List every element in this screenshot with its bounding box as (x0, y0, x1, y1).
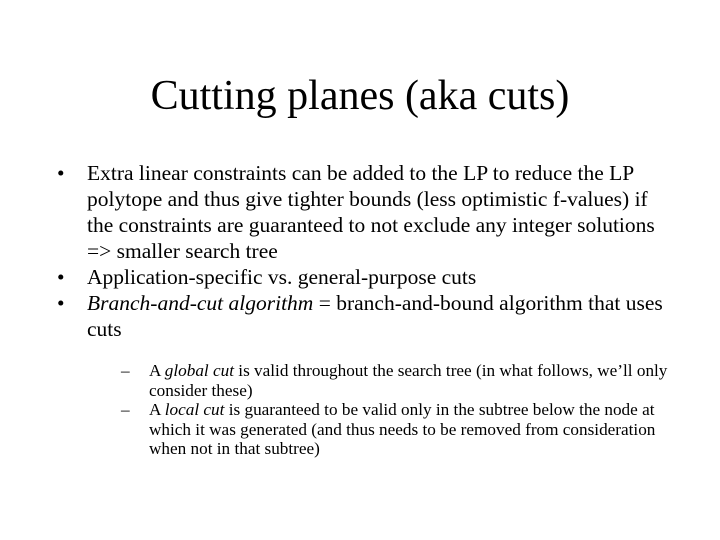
bullet-item (57, 264, 677, 290)
bullet-item (57, 290, 677, 459)
subbullet-list (121, 361, 677, 459)
bullet-emphasis: Branch-and-cut algorithm (87, 291, 314, 315)
subbullet-emphasis: local cut (164, 400, 225, 419)
subbullet-text: is guaranteed to be valid only in the subtree below the node at which it was generated (and thus needs to be removed from consideration when not in that subtree) (149, 400, 656, 458)
subbullet-item (121, 400, 677, 459)
bullet-text: = branch-and-bound algorithm that uses cuts (87, 291, 663, 341)
subbullet-item (121, 361, 677, 400)
bullet-list (57, 160, 677, 459)
bullet-text: Application-specific vs. general-purpose cuts (87, 265, 477, 289)
subbullet-emphasis: global cut (164, 361, 234, 380)
subbullet-prefix: A (149, 400, 165, 419)
subbullet-text: is valid throughout the search tree (in what follows, we’ll only consider these) (149, 361, 668, 400)
slide-title: Cutting planes (aka cuts) (150, 73, 570, 119)
bullet-text: Extra linear constraints can be added to the LP to reduce the LP polytope and thus give tighter bounds (less optimistic f-values) if the constraints are guaranteed to not exclude any integer solutions => smaller search tree (87, 161, 655, 263)
bullet-item (57, 160, 677, 264)
subbullet-prefix: A (149, 361, 165, 380)
